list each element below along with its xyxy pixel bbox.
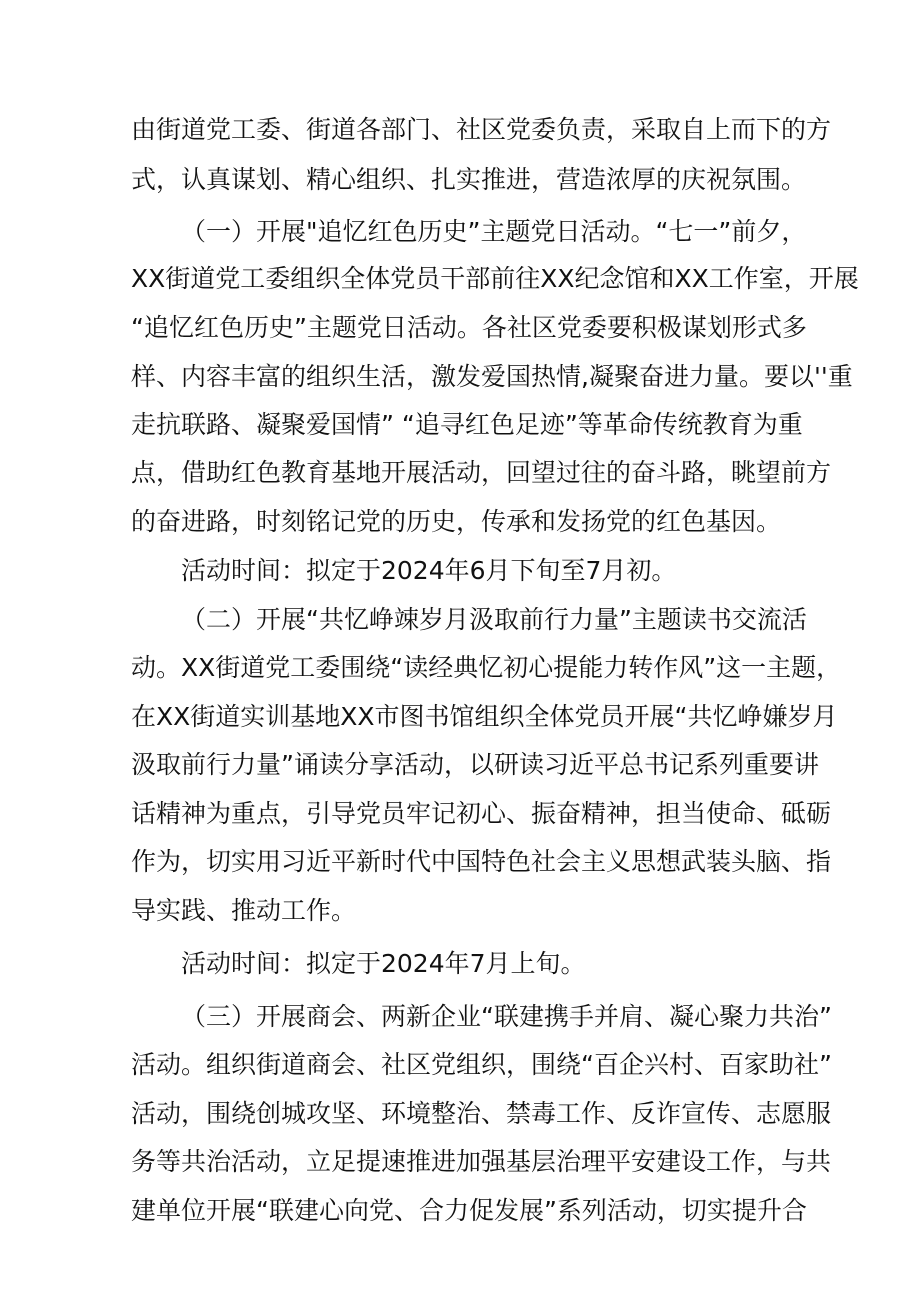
paragraph-line: 动。XX街道党工委围绕“读经典忆初心提能力转作风”这一主题， [131, 653, 842, 682]
paragraph-line: 务等共治活动，立足提速推进加强基层治理平安建设工作，与共 [131, 1147, 832, 1176]
section-heading-1: （一）开展"追忆红色历史”主题党日活动。“七一”前夕， [181, 217, 807, 246]
activity-time-1: 活动时间：拟定于2024年6月下旬至7月初。 [181, 556, 677, 585]
paragraph-line: 话精神为重点，引导党员牢记初心、振奋精神，担当使命、砥砺 [131, 799, 832, 828]
paragraph-line: 导实践、推动工作。 [131, 896, 357, 925]
paragraph-line: 建单位开展“联建心向党、合力促发展”系列活动，切实提升合 [131, 1196, 807, 1225]
section-heading-3: （三）开展商会、两新企业“联建携手并肩、凝心聚力共治” [181, 1002, 832, 1031]
paragraph-line: 走抗联路、凝聚爱国情” “追寻红色足迹”等革命传统教育为重 [131, 410, 803, 439]
paragraph-line: 活动，围绕创城攻坚、环境整治、禁毒工作、反诈宣传、志愿服 [131, 1099, 832, 1128]
paragraph-line: “追忆红色历史”主题党日活动。各社区党委要积极谋划形式多 [131, 313, 807, 342]
paragraph-line: 样、内容丰富的组织生活，激发爱国热情,凝聚奋进力量。要以''重 [131, 362, 853, 391]
paragraph-line: 活动。组织街道商会、社区党组织，围绕“百企兴村、百家助社” [131, 1050, 832, 1079]
paragraph-line: 点，借助红色教育基地开展活动，回望过往的奋斗路，眺望前方 [131, 458, 832, 487]
paragraph-line: XX街道党工委组织全体党员干部前往XX纪念馆和XX工作室，开展 [131, 264, 859, 293]
paragraph-line: 汲取前行力量”诵读分享活动，以研读习近平总书记系列重要讲 [131, 750, 819, 779]
paragraph-line: 的奋进路，时刻铭记党的历史，传承和发扬党的红色基因。 [131, 507, 782, 536]
activity-time-2: 活动时间：拟定于2024年7月上旬。 [181, 949, 586, 978]
paragraph-line: 作为，切实用习近平新时代中国特色社会主义思想武装头脑、指 [131, 847, 832, 876]
paragraph-line: 由街道党工委、街道各部门、社区党委负责，采取自上而下的方 [131, 115, 832, 144]
paragraph-line: 在XX街道实训基地XX市图书馆组织全体党员开展“共忆峥嫌岁月 [131, 702, 838, 731]
section-heading-2: （二）开展“共忆峥竦岁月汲取前行力量”主题读书交流活 [181, 605, 807, 634]
paragraph-line: 式，认真谋划、精心组织、扎实推进，营造浓厚的庆祝氛围。 [131, 165, 807, 194]
